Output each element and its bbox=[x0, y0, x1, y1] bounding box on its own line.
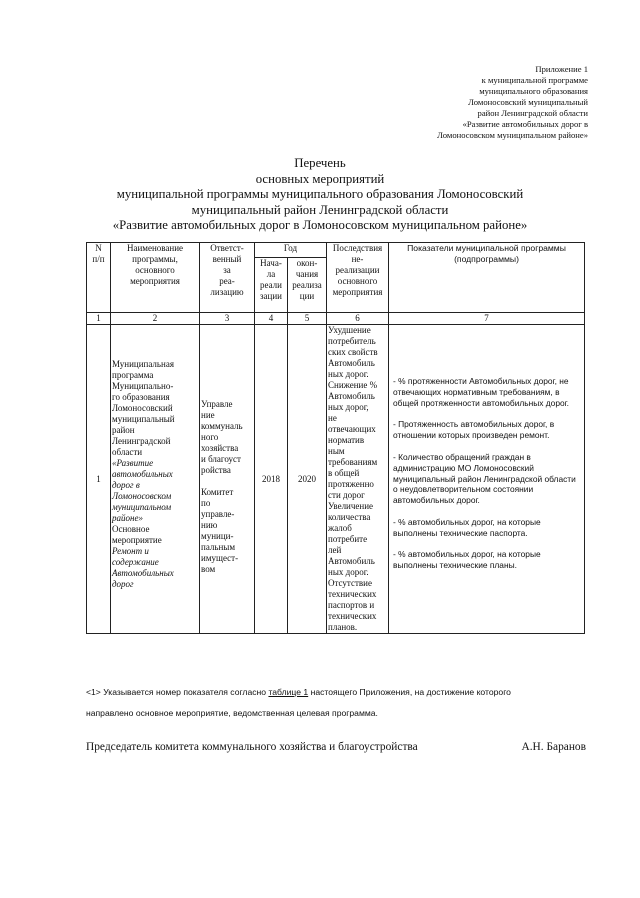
footnote-line-1 bbox=[86, 686, 586, 698]
consequence-line: ных дорог. bbox=[328, 369, 369, 379]
consequence-line: сти дорог bbox=[328, 490, 365, 500]
consequence-line: лей bbox=[328, 545, 342, 555]
consequence-line: Снижение % bbox=[328, 380, 378, 390]
header-resp-line: лизацию bbox=[210, 287, 244, 297]
header-year: Год bbox=[255, 243, 327, 258]
program-title-line: муниципальном bbox=[112, 502, 172, 512]
header-resp-line: венный bbox=[212, 254, 242, 264]
header-num-line: N bbox=[95, 243, 102, 253]
consequence-line: требованиям bbox=[328, 457, 378, 467]
responsible-line: ройства bbox=[201, 465, 231, 475]
responsible-line: Управле bbox=[201, 399, 233, 409]
header-cons-line: не- bbox=[351, 254, 364, 264]
appendix-line: «Развитие автомобильных дорог в bbox=[462, 119, 588, 129]
responsible-line: и благоуст bbox=[201, 454, 241, 464]
consequence-line: Ухудшение bbox=[328, 325, 371, 335]
header-resp-line: реа- bbox=[219, 276, 235, 286]
end-year-cell: 2020 bbox=[288, 325, 327, 634]
footnote-suffix: настоящего Приложения, на достижение которого bbox=[308, 687, 511, 697]
header-end-line: окон- bbox=[296, 258, 318, 268]
program-title-line: «Развитие bbox=[112, 458, 154, 468]
header-start-line: зации bbox=[260, 291, 282, 301]
header-num bbox=[87, 243, 111, 313]
appendix-line: Приложение 1 bbox=[535, 64, 588, 74]
appendix-line: район Ленинградской области bbox=[477, 108, 588, 118]
responsible-line: коммуналь bbox=[201, 421, 243, 431]
header-name-line: основного bbox=[135, 265, 175, 275]
activity-title-line: дорог bbox=[112, 579, 134, 589]
header-resp-line: Ответст- bbox=[210, 243, 244, 253]
appendix-line: муниципального образования bbox=[479, 86, 588, 96]
header-row bbox=[87, 243, 585, 258]
program-name-cell bbox=[111, 325, 200, 634]
row-number: 1 bbox=[87, 325, 111, 634]
signatory-position: Председатель комитета коммунального хозяйства и благоустройства bbox=[86, 741, 418, 753]
consequence-line: ных дорог. bbox=[328, 567, 369, 577]
consequence-line: в общей bbox=[328, 468, 360, 478]
consequence-line: технических bbox=[328, 611, 377, 621]
column-number: 7 bbox=[389, 313, 585, 325]
header-end bbox=[288, 258, 327, 313]
activity-title-line: Ремонт и bbox=[112, 546, 149, 556]
column-number: 4 bbox=[255, 313, 288, 325]
activity-label-line: Основное bbox=[112, 524, 150, 534]
consequence-line: ным bbox=[328, 446, 345, 456]
header-name-line: Наименование bbox=[126, 243, 184, 253]
header-start-line: реали bbox=[260, 280, 282, 290]
responsible-line: ного bbox=[201, 432, 219, 442]
header-end-line: реализа bbox=[292, 280, 322, 290]
consequence-line: паспортов и bbox=[328, 600, 375, 610]
appendix-header bbox=[388, 64, 588, 141]
appendix-line: к муниципальной программе bbox=[481, 75, 588, 85]
header-end-line: чания bbox=[295, 269, 319, 279]
consequence-line: Отсутствие bbox=[328, 578, 372, 588]
column-number: 2 bbox=[111, 313, 200, 325]
header-responsible bbox=[200, 243, 255, 313]
header-end-line: ции bbox=[299, 291, 315, 301]
consequence-line: протяженно bbox=[328, 479, 374, 489]
appendix-line: Ломоносовском муниципальном районе» bbox=[437, 130, 588, 140]
consequence-line: ных дорог, bbox=[328, 402, 369, 412]
header-num-line: п/п bbox=[92, 254, 105, 264]
header-name-line: программы, bbox=[132, 254, 178, 264]
table-link[interactable]: таблице 1 bbox=[268, 687, 309, 697]
program-title-line: районе» bbox=[112, 513, 143, 523]
responsible2-line: нию bbox=[201, 520, 218, 530]
column-number-row bbox=[87, 313, 585, 325]
footnote-line-2: направлено основное мероприятие, ведомственная целевая программа. bbox=[86, 708, 378, 718]
indicators-cell bbox=[389, 325, 585, 634]
title-line: основных мероприятий bbox=[255, 171, 385, 186]
responsible2-line: по bbox=[201, 498, 211, 508]
responsible-line: хозяйства bbox=[201, 443, 239, 453]
activity-label-line: мероприятие bbox=[112, 535, 162, 545]
consequence-line: не bbox=[328, 413, 337, 423]
indicator-item: - Протяженность автомобильных дорог, в отношении которых произведен ремонт. bbox=[393, 419, 555, 441]
program-name-line: район bbox=[112, 425, 135, 435]
column-number: 3 bbox=[200, 313, 255, 325]
consequence-line: потребитель bbox=[328, 336, 376, 346]
program-name-line: программа bbox=[112, 370, 154, 380]
responsible-line: ние bbox=[201, 410, 215, 420]
header-start-line: Нача- bbox=[260, 258, 282, 268]
header-name-line: мероприятия bbox=[130, 276, 180, 286]
consequences-cell bbox=[327, 325, 389, 634]
program-name-line: Муниципально- bbox=[112, 381, 174, 391]
program-name-line: муниципальный bbox=[112, 414, 175, 424]
consequence-line: Автомобиль bbox=[328, 556, 375, 566]
program-title-line: автомобильных bbox=[112, 469, 173, 479]
header-start bbox=[255, 258, 288, 313]
consequence-line: Автомобиль bbox=[328, 391, 375, 401]
program-title-line: дорог в bbox=[112, 480, 140, 490]
consequence-line: планов. bbox=[328, 622, 358, 632]
program-name-line: Ленинградской bbox=[112, 436, 171, 446]
consequence-line: ских свойств bbox=[328, 347, 378, 357]
responsible2-line: Комитет bbox=[201, 487, 234, 497]
activity-title-line: содержание bbox=[112, 557, 159, 567]
consequence-line: количества bbox=[328, 512, 371, 522]
spacer bbox=[86, 698, 586, 707]
consequence-line: норматив bbox=[328, 435, 365, 445]
responsible2-line: муници- bbox=[201, 531, 234, 541]
responsible2-line: имущест- bbox=[201, 553, 239, 563]
column-number: 5 bbox=[288, 313, 327, 325]
column-number: 1 bbox=[87, 313, 111, 325]
header-start-line: ла bbox=[266, 269, 276, 279]
activity-title-line: Автомобильных bbox=[112, 568, 174, 578]
consequence-line: Автомобиль bbox=[328, 358, 375, 368]
consequence-line: жалоб bbox=[328, 523, 352, 533]
program-name-line: Ломоносовский bbox=[112, 403, 173, 413]
consequence-line: отвечающих bbox=[328, 424, 376, 434]
title-line: Перечень bbox=[294, 156, 346, 170]
table-row bbox=[87, 325, 585, 634]
spacer bbox=[201, 476, 253, 487]
header-resp-line: за bbox=[223, 265, 231, 275]
header-cons-line: реализации bbox=[335, 265, 380, 275]
column-number: 6 bbox=[327, 313, 389, 325]
title-line: муниципальной программы муниципального образования Ломоносовский bbox=[116, 187, 524, 201]
indicator-item: - Количество обращений граждан в администрацию МО Ломоносовский муниципальный район Ленинградской области о неудовлетворительном состоянии автомобильных дорог. bbox=[393, 451, 576, 506]
responsible2-line: управле- bbox=[201, 509, 235, 519]
footnote bbox=[86, 686, 586, 719]
program-name-line: Муниципальная bbox=[112, 359, 174, 369]
responsible2-line: пальным bbox=[201, 542, 236, 552]
header-cons-line: основного bbox=[337, 276, 378, 286]
title-line: муниципальный район Ленинградской области bbox=[191, 202, 449, 217]
program-name-line: области bbox=[112, 447, 143, 457]
program-title-line: Ломоносовском bbox=[112, 491, 172, 501]
document-title bbox=[60, 156, 580, 234]
consequence-line: потребите bbox=[328, 534, 368, 544]
consequence-line: Увеличение bbox=[328, 501, 374, 511]
header-name bbox=[111, 243, 200, 313]
header-consequences bbox=[327, 243, 389, 313]
consequence-line: технических bbox=[328, 589, 377, 599]
program-name-line: го образования bbox=[112, 392, 170, 402]
indicator-item: - % автомобильных дорог, на которые выполнены технические паспорта. bbox=[393, 516, 541, 538]
header-indicators: Показатели муниципальной программы (подпрограммы) bbox=[389, 243, 585, 313]
header-cons-line: Последствия bbox=[332, 243, 383, 253]
title-line: «Развитие автомобильных дорог в Ломоносовском муниципальном районе» bbox=[112, 218, 528, 232]
appendix-line: Ломоносовский муниципальный bbox=[468, 97, 588, 107]
indicator-item: - % автомобильных дорог, на которые выполнены технические планы. bbox=[393, 549, 541, 571]
activities-table bbox=[86, 242, 585, 634]
indicator-item: - % протяженности Автомобильных дорог, не отвечающих нормативным требованиям, в общей протяженности автомобильных дорог. bbox=[393, 375, 570, 408]
start-year-cell: 2018 bbox=[255, 325, 288, 634]
header-cons-line: мероприятия bbox=[332, 287, 383, 297]
footnote-prefix: <1> Указывается номер показателя согласно bbox=[86, 687, 269, 697]
signatory-name: А.Н. Баранов bbox=[521, 741, 586, 753]
responsible-cell bbox=[200, 325, 255, 634]
responsible2-line: вом bbox=[201, 564, 216, 574]
